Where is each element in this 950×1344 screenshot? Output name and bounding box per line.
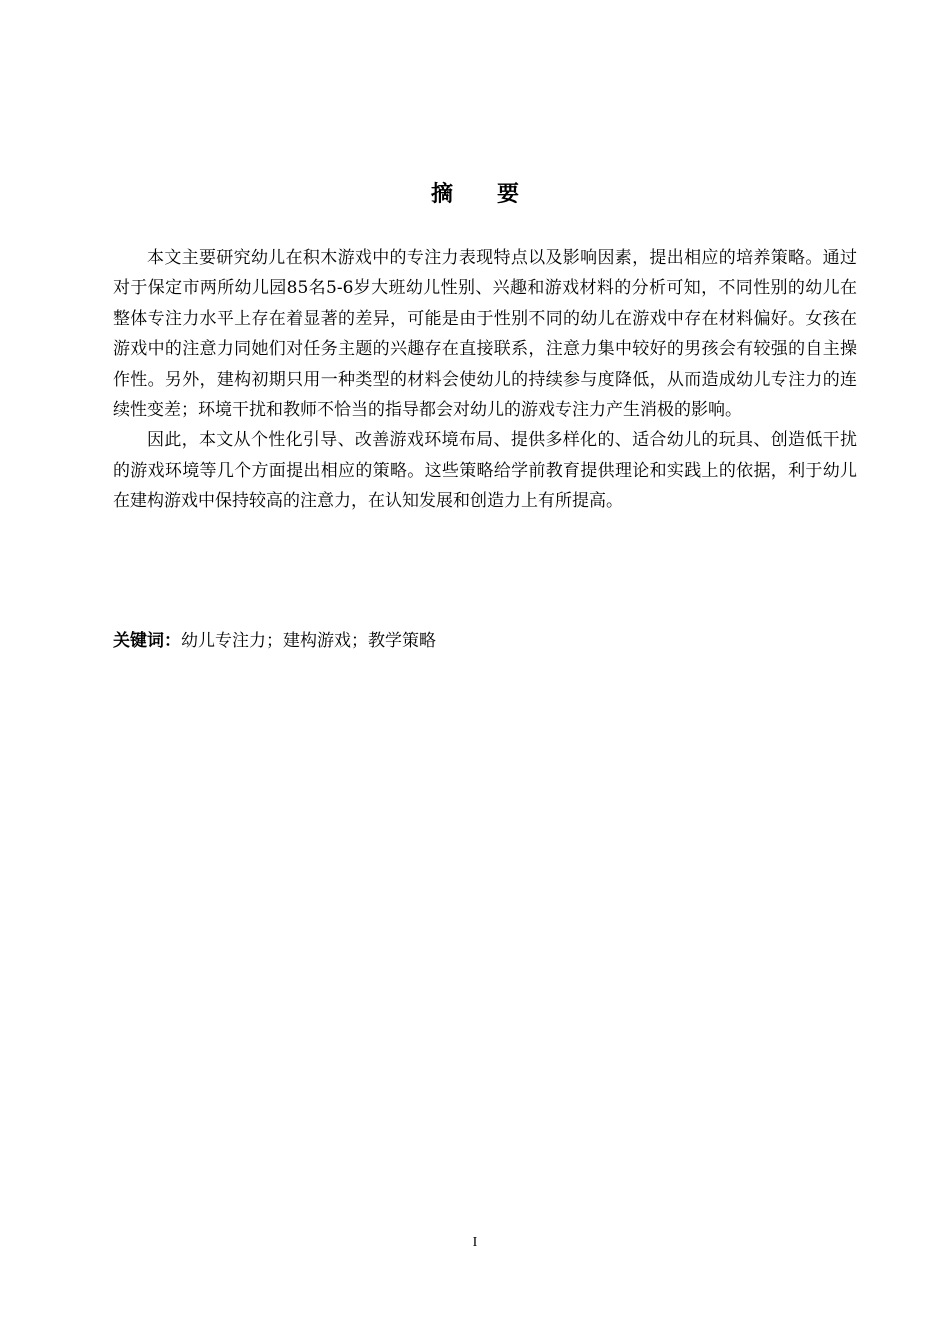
page-title: 摘要 [430, 182, 563, 207]
keywords-label: 关键词： [113, 631, 181, 651]
abstract-paragraph-1: 本文主要研究幼儿在积木游戏中的专注力表现特点以及影响因素，提出相应的培养策略。通过对于保定市两所幼儿园85名5-6岁大班幼儿性别、兴趣和游戏材料的分析可知，不同性别的幼儿在整体专注力水平上存在着显著的差异，可能是由于性别不同的幼儿在游戏中存在材料偏好。女孩在游戏中的注意力同她们对任务主题的兴趣存在直接联系，注意力集中较好的男孩会有较强的自主操作性。另外，建构初期只用一种类型的材料会使幼儿的持续参与度降低，从而造成幼儿专注力的连续性变差；环境干扰和教师不恰当的指导都会对幼儿的游戏专注力产生消极的影响。 [113, 248, 857, 421]
abstract-paragraph-2: 因此，本文从个性化引导、改善游戏环境布局、提供多样化的、适合幼儿的玩具、创造低干扰的游戏环境等几个方面提出相应的策略。这些策略给学前教育提供理论和实践上的依据，利于幼儿在建构游戏中保持较高的注意力，在认知发展和创造力上有所提高。 [113, 430, 857, 512]
keywords-value: 幼儿专注力；建构游戏；教学策略 [181, 631, 436, 651]
abstract-body [113, 243, 857, 517]
page-number: I [472, 1235, 478, 1250]
keywords-line [113, 626, 857, 656]
